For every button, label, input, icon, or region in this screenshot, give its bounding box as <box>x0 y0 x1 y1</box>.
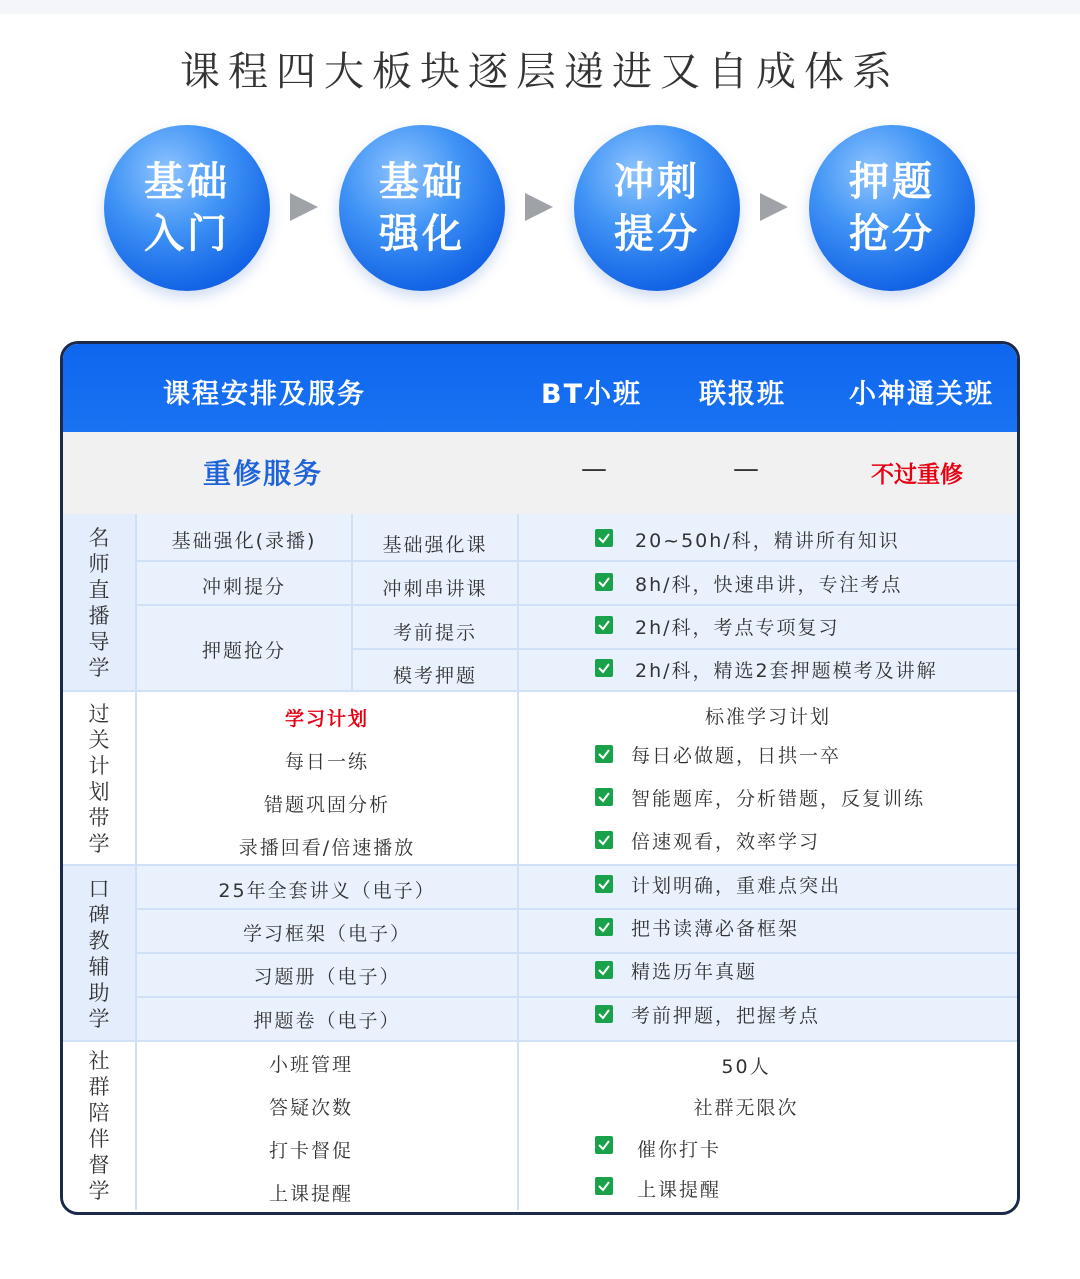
live-stage-3: 押题抢分 <box>201 640 286 662</box>
materials-section-label: 口 碑 教 辅 助 学 <box>63 866 135 1042</box>
material-3: 习题册（电子） <box>253 966 401 988</box>
materials-section <box>63 866 1017 1042</box>
plan-section <box>63 692 1017 866</box>
header-lianbao-class: 联报班 <box>699 379 786 410</box>
material-desc-4: 考前押题，把握考点 <box>631 1005 821 1027</box>
community-left-1: 小班管理 <box>268 1054 353 1076</box>
plan-section-label: 过 关 计 划 带 学 <box>88 702 110 856</box>
community-left-4: 上课提醒 <box>268 1183 353 1205</box>
plan-left-4: 录播回看/倍速播放 <box>238 837 416 859</box>
check-icon <box>595 616 613 634</box>
community-section <box>63 1042 1017 1210</box>
stage-4-line1: 押题 <box>849 159 935 205</box>
live-desc-2: 8h/科，快速串讲，专注考点 <box>635 574 903 596</box>
check-icon <box>595 961 613 979</box>
stage-3-line2: 提分 <box>614 211 700 257</box>
live-course-4: 模考押题 <box>392 665 477 687</box>
stage-circle-4 <box>809 125 975 291</box>
retake-row <box>63 432 1017 516</box>
table-header <box>63 344 1017 432</box>
check-icon <box>595 1177 613 1195</box>
page-title: 课程四大板块逐层递进又自成体系 <box>180 49 900 95</box>
live-desc-1: 20~50h/科，精讲所有知识 <box>635 530 900 552</box>
community-right-2: 社群无限次 <box>693 1097 799 1119</box>
live-course-1: 基础强化课 <box>382 534 488 556</box>
stage-circle-3 <box>574 125 740 291</box>
plan-right-4: 倍速观看，效率学习 <box>631 831 821 853</box>
check-icon <box>595 875 613 893</box>
plan-left-3: 错题巩固分析 <box>263 794 390 816</box>
live-course-3: 考前提示 <box>392 622 477 644</box>
community-section-label: 社 群 陪 伴 督 学 <box>88 1049 110 1203</box>
material-desc-1: 计划明确，重难点突出 <box>631 875 842 897</box>
check-icon <box>595 788 613 806</box>
check-icon <box>595 529 613 547</box>
live-section-label: 名 师 直 播 导 学 <box>63 514 135 692</box>
comparison-table <box>60 341 1020 1215</box>
plan-right-3: 智能题库，分析错题，反复训练 <box>631 788 926 810</box>
header-course-services: 课程安排及服务 <box>163 379 366 410</box>
plan-left-1: 学习计划 <box>284 708 369 730</box>
plan-left-2: 每日一练 <box>284 751 369 773</box>
stage-circle-2 <box>339 125 505 291</box>
plan-right-1: 标准学习计划 <box>704 706 831 728</box>
check-icon <box>595 1005 613 1023</box>
stage-1-line1: 基础 <box>144 159 230 205</box>
check-icon <box>595 1136 613 1154</box>
arrow-right-icon <box>760 193 788 221</box>
material-desc-3: 精选历年真题 <box>631 961 758 983</box>
community-left-2: 答疑次数 <box>268 1097 353 1119</box>
community-right-3: 催你打卡 <box>637 1139 722 1161</box>
header-xiaoshen-class: 小神通关班 <box>849 379 994 410</box>
plan-right-2: 每日必做题，日拱一卒 <box>631 745 842 767</box>
stage-2-line1: 基础 <box>379 159 465 205</box>
retake-xiaoshen-value: 不过重修 <box>871 462 963 488</box>
community-right-4: 上课提醒 <box>637 1179 722 1201</box>
community-right-1: 50人 <box>721 1056 771 1078</box>
check-icon <box>595 659 613 677</box>
retake-label: 重修服务 <box>203 457 324 490</box>
stage-circle-1 <box>104 125 270 291</box>
live-desc-3: 2h/科，考点专项复习 <box>635 617 840 639</box>
check-icon <box>595 831 613 849</box>
material-1: 25年全套讲义（电子） <box>218 880 436 902</box>
live-section <box>63 514 1017 692</box>
live-stage-2: 冲刺提分 <box>201 576 286 598</box>
stage-1-line2: 入门 <box>144 211 230 257</box>
live-desc-4: 2h/科，精选2套押题模考及讲解 <box>635 660 938 682</box>
check-icon <box>595 745 613 763</box>
material-desc-2: 把书读薄必备框架 <box>631 918 800 940</box>
live-course-2: 冲刺串讲课 <box>382 578 488 600</box>
retake-lianbao-value: — <box>733 454 759 484</box>
arrow-right-icon <box>290 193 318 221</box>
stage-2-line2: 强化 <box>379 211 465 257</box>
header-bt-class: BT小班 <box>541 379 642 410</box>
arrow-right-icon <box>525 193 553 221</box>
check-icon <box>595 918 613 936</box>
retake-bt-value: — <box>581 454 607 484</box>
stage-3-line1: 冲刺 <box>614 159 700 205</box>
material-2: 学习框架（电子） <box>242 923 411 945</box>
top-strip <box>0 0 1080 14</box>
material-4: 押题卷（电子） <box>253 1010 401 1032</box>
stage-4-line2: 抢分 <box>849 211 935 257</box>
stage-flow <box>0 125 1080 295</box>
check-icon <box>595 573 613 591</box>
live-stage-1: 基础强化(录播) <box>171 530 317 552</box>
community-left-3: 打卡督促 <box>268 1140 353 1162</box>
